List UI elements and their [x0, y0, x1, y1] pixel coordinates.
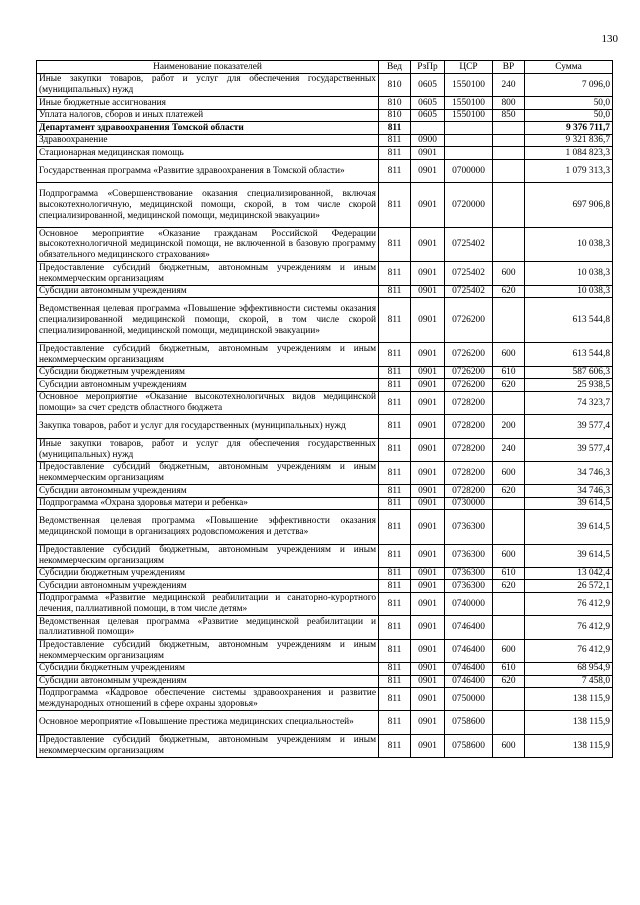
cell-csr — [445, 147, 493, 160]
cell-csr: 0736300 — [445, 567, 493, 580]
cell-name: Подпрограмма «Развитие медицинской реабилитации и санаторно-курортного лечения, паллиативной помощи, в том числе детям» — [37, 592, 379, 615]
cell-name: Основное мероприятие «Оказание гражданам Российской Федерации высокотехнологичной медицинской помощи, не включенной в базовую программу обязательного медицинского страхования» — [37, 228, 379, 262]
cell-name: Подпрограмма «Совершенствование оказания специализированной, включая высокотехнологичную, медицинской помощи, скорой, в том числе скорой специализированной, медицинской помощи, медицинской эвакуации» — [37, 183, 379, 228]
table-row — [37, 544, 613, 567]
cell-name: Закупка товаров, работ и услуг для государственных (муниципальных) нужд — [37, 415, 379, 438]
cell-csr: 1550100 — [445, 97, 493, 110]
table-row — [37, 122, 613, 135]
header-rzpr: РзПр — [411, 61, 445, 74]
cell-ved: 811 — [379, 298, 411, 343]
cell-ved: 811 — [379, 567, 411, 580]
cell-csr: 0728200 — [445, 391, 493, 414]
cell-sum: 138 115,9 — [525, 711, 613, 734]
table-row — [37, 298, 613, 343]
cell-sum: 39 577,4 — [525, 415, 613, 438]
cell-vr: 620 — [493, 675, 525, 688]
cell-rzpr: 0901 — [411, 438, 445, 461]
header-name: Наименование показателей — [37, 61, 379, 74]
cell-name: Субсидии автономным учреждениям — [37, 285, 379, 298]
cell-ved: 811 — [379, 438, 411, 461]
cell-ved: 811 — [379, 592, 411, 615]
table-row — [37, 510, 613, 544]
cell-vr: 620 — [493, 580, 525, 593]
cell-rzpr: 0901 — [411, 580, 445, 593]
cell-csr: 0700000 — [445, 159, 493, 182]
cell-vr — [493, 592, 525, 615]
cell-vr — [493, 510, 525, 544]
cell-sum: 10 038,3 — [525, 262, 613, 285]
cell-name: Субсидии бюджетным учреждениям — [37, 366, 379, 379]
table-row — [37, 366, 613, 379]
cell-sum: 13 042,4 — [525, 567, 613, 580]
cell-vr: 600 — [493, 461, 525, 484]
cell-vr: 240 — [493, 438, 525, 461]
table-row — [37, 159, 613, 182]
cell-sum: 39 614,5 — [525, 510, 613, 544]
cell-ved: 811 — [379, 343, 411, 366]
table-row — [37, 147, 613, 160]
cell-name: Субсидии бюджетным учреждениям — [37, 663, 379, 676]
cell-rzpr: 0901 — [411, 663, 445, 676]
cell-rzpr: 0901 — [411, 183, 445, 228]
cell-ved: 811 — [379, 616, 411, 639]
cell-sum: 74 323,7 — [525, 391, 613, 414]
cell-ved: 811 — [379, 461, 411, 484]
table-row — [37, 592, 613, 615]
cell-sum: 39 614,5 — [525, 544, 613, 567]
header-vr: ВР — [493, 61, 525, 74]
cell-sum: 10 038,3 — [525, 228, 613, 262]
cell-rzpr: 0901 — [411, 415, 445, 438]
table-row — [37, 663, 613, 676]
cell-csr: 0728200 — [445, 438, 493, 461]
cell-name: Уплата налогов, сборов и иных платежей — [37, 109, 379, 122]
table-row — [37, 415, 613, 438]
cell-csr: 0728200 — [445, 415, 493, 438]
cell-vr — [493, 147, 525, 160]
cell-rzpr: 0901 — [411, 391, 445, 414]
cell-ved: 810 — [379, 109, 411, 122]
cell-name: Ведомственная целевая программа «Повышение эффективности оказания медицинской помощи в организациях родовспоможения и детства» — [37, 510, 379, 544]
table-row — [37, 639, 613, 662]
cell-ved: 811 — [379, 485, 411, 498]
table-row — [37, 97, 613, 110]
cell-csr: 0725402 — [445, 285, 493, 298]
cell-vr — [493, 391, 525, 414]
cell-rzpr: 0901 — [411, 343, 445, 366]
table-row — [37, 461, 613, 484]
cell-sum: 697 906,8 — [525, 183, 613, 228]
cell-rzpr: 0901 — [411, 711, 445, 734]
cell-rzpr: 0901 — [411, 497, 445, 510]
cell-ved: 811 — [379, 510, 411, 544]
table-row — [37, 134, 613, 147]
cell-sum: 34 746,3 — [525, 461, 613, 484]
cell-rzpr: 0901 — [411, 228, 445, 262]
cell-csr — [445, 134, 493, 147]
cell-name: Субсидии автономным учреждениям — [37, 675, 379, 688]
cell-rzpr: 0901 — [411, 675, 445, 688]
page-number: 130 — [601, 33, 618, 45]
table-row — [37, 497, 613, 510]
cell-csr: 0736300 — [445, 510, 493, 544]
cell-sum: 26 572,1 — [525, 580, 613, 593]
cell-ved: 811 — [379, 147, 411, 160]
cell-rzpr: 0901 — [411, 461, 445, 484]
cell-sum: 76 412,9 — [525, 616, 613, 639]
table-row — [37, 580, 613, 593]
cell-vr: 200 — [493, 415, 525, 438]
cell-sum: 76 412,9 — [525, 592, 613, 615]
table-row — [37, 391, 613, 414]
cell-csr: 1550100 — [445, 74, 493, 97]
cell-ved: 811 — [379, 688, 411, 711]
cell-vr — [493, 159, 525, 182]
table-row — [37, 675, 613, 688]
cell-rzpr: 0605 — [411, 74, 445, 97]
cell-rzpr: 0901 — [411, 567, 445, 580]
table-row — [37, 343, 613, 366]
cell-vr — [493, 183, 525, 228]
cell-rzpr: 0901 — [411, 639, 445, 662]
cell-ved: 811 — [379, 379, 411, 392]
cell-rzpr: 0901 — [411, 544, 445, 567]
cell-rzpr: 0901 — [411, 616, 445, 639]
cell-vr — [493, 616, 525, 639]
cell-vr — [493, 497, 525, 510]
cell-csr: 0728200 — [445, 485, 493, 498]
cell-rzpr: 0901 — [411, 298, 445, 343]
table-body — [37, 74, 613, 758]
cell-sum: 7 096,0 — [525, 74, 613, 97]
cell-sum: 9 321 836,7 — [525, 134, 613, 147]
cell-vr: 620 — [493, 285, 525, 298]
cell-ved: 811 — [379, 415, 411, 438]
table-row — [37, 711, 613, 734]
cell-rzpr: 0901 — [411, 734, 445, 757]
cell-csr: 0720000 — [445, 183, 493, 228]
table-row — [37, 183, 613, 228]
cell-name: Подпрограмма «Охрана здоровья матери и ребенка» — [37, 497, 379, 510]
cell-name: Иные закупки товаров, работ и услуг для обеспечения государственных (муниципальных) нужд — [37, 438, 379, 461]
cell-csr: 0726200 — [445, 366, 493, 379]
cell-csr: 0726200 — [445, 298, 493, 343]
cell-rzpr: 0605 — [411, 97, 445, 110]
cell-sum: 138 115,9 — [525, 688, 613, 711]
cell-sum: 76 412,9 — [525, 639, 613, 662]
cell-rzpr: 0901 — [411, 688, 445, 711]
cell-vr: 620 — [493, 485, 525, 498]
cell-sum: 39 614,5 — [525, 497, 613, 510]
cell-name: Иные бюджетные ассигнования — [37, 97, 379, 110]
cell-rzpr: 0901 — [411, 485, 445, 498]
cell-csr: 0730000 — [445, 497, 493, 510]
cell-name: Основное мероприятие «Повышение престижа медицинских специальностей» — [37, 711, 379, 734]
cell-rzpr: 0901 — [411, 366, 445, 379]
cell-vr: 610 — [493, 567, 525, 580]
table-row — [37, 379, 613, 392]
cell-rzpr: 0900 — [411, 134, 445, 147]
cell-rzpr: 0901 — [411, 262, 445, 285]
header-ved: Вед — [379, 61, 411, 74]
cell-rzpr: 0605 — [411, 109, 445, 122]
cell-vr — [493, 298, 525, 343]
cell-sum: 9 376 711,7 — [525, 122, 613, 135]
cell-ved: 811 — [379, 639, 411, 662]
cell-name: Стационарная медицинская помощь — [37, 147, 379, 160]
cell-name: Предоставление субсидий бюджетным, автономным учреждениям и иным некоммерческим организациям — [37, 262, 379, 285]
table-header-row — [37, 61, 613, 74]
table-row — [37, 74, 613, 97]
table-row — [37, 228, 613, 262]
cell-vr: 600 — [493, 734, 525, 757]
table-row — [37, 567, 613, 580]
cell-rzpr: 0901 — [411, 159, 445, 182]
cell-sum: 587 606,3 — [525, 366, 613, 379]
cell-csr: 0740000 — [445, 592, 493, 615]
cell-vr: 850 — [493, 109, 525, 122]
cell-name: Субсидии автономным учреждениям — [37, 485, 379, 498]
table-row — [37, 109, 613, 122]
cell-name: Иные закупки товаров, работ и услуг для обеспечения государственных (муниципальных) нужд — [37, 74, 379, 97]
cell-name: Субсидии автономным учреждениям — [37, 379, 379, 392]
cell-ved: 811 — [379, 663, 411, 676]
cell-csr: 0728200 — [445, 461, 493, 484]
cell-sum: 50,0 — [525, 109, 613, 122]
cell-name: Основное мероприятие «Оказание высокотехнологичных видов медицинской помощи» за счет средств областного бюджета — [37, 391, 379, 414]
cell-csr: 0726200 — [445, 379, 493, 392]
cell-name: Департамент здравоохранения Томской области — [37, 122, 379, 135]
table-row — [37, 262, 613, 285]
table-row — [37, 285, 613, 298]
cell-sum: 1 079 313,3 — [525, 159, 613, 182]
cell-vr — [493, 711, 525, 734]
cell-csr: 0725402 — [445, 262, 493, 285]
cell-name: Подпрограмма «Кадровое обеспечение системы здравоохранения и развитие международных отношений в сфере охраны здоровья» — [37, 688, 379, 711]
cell-ved: 811 — [379, 285, 411, 298]
cell-name: Предоставление субсидий бюджетным, автономным учреждениям и иным некоммерческим организациям — [37, 461, 379, 484]
cell-name: Ведомственная целевая программа «Повышение эффективности системы оказания специализированной медицинской помощи, скорой, в том числе скорой специализированной, медицинской помощи, медицинской эвакуации» — [37, 298, 379, 343]
cell-name: Государственная программа «Развитие здравоохранения в Томской области» — [37, 159, 379, 182]
cell-rzpr — [411, 122, 445, 135]
cell-vr: 240 — [493, 74, 525, 97]
cell-csr: 0746400 — [445, 616, 493, 639]
cell-ved: 810 — [379, 74, 411, 97]
table-row — [37, 734, 613, 757]
cell-vr: 600 — [493, 639, 525, 662]
cell-ved: 811 — [379, 391, 411, 414]
cell-ved: 811 — [379, 183, 411, 228]
cell-vr — [493, 688, 525, 711]
cell-rzpr: 0901 — [411, 592, 445, 615]
cell-ved: 811 — [379, 734, 411, 757]
table-row — [37, 485, 613, 498]
cell-ved: 810 — [379, 97, 411, 110]
cell-ved: 811 — [379, 122, 411, 135]
cell-sum: 39 577,4 — [525, 438, 613, 461]
cell-sum: 68 954,9 — [525, 663, 613, 676]
cell-csr: 0725402 — [445, 228, 493, 262]
cell-rzpr: 0901 — [411, 510, 445, 544]
cell-ved: 811 — [379, 134, 411, 147]
cell-vr: 600 — [493, 544, 525, 567]
cell-name: Ведомственная целевая программа «Развитие медицинской реабилитации и паллиативной помощи» — [37, 616, 379, 639]
cell-ved: 811 — [379, 262, 411, 285]
cell-sum: 1 084 823,3 — [525, 147, 613, 160]
cell-rzpr: 0901 — [411, 285, 445, 298]
cell-ved: 811 — [379, 366, 411, 379]
cell-csr: 1550100 — [445, 109, 493, 122]
cell-rzpr: 0901 — [411, 147, 445, 160]
cell-vr: 600 — [493, 262, 525, 285]
cell-csr: 0736300 — [445, 580, 493, 593]
cell-ved: 811 — [379, 228, 411, 262]
cell-name: Предоставление субсидий бюджетным, автономным учреждениям и иным некоммерческим организациям — [37, 544, 379, 567]
cell-sum: 25 938,5 — [525, 379, 613, 392]
cell-name: Предоставление субсидий бюджетным, автономным учреждениям и иным некоммерческим организациям — [37, 639, 379, 662]
cell-sum: 34 746,3 — [525, 485, 613, 498]
cell-csr: 0758600 — [445, 711, 493, 734]
cell-name: Предоставление субсидий бюджетным, автономным учреждениям и иным некоммерческим организациям — [37, 343, 379, 366]
cell-vr: 620 — [493, 379, 525, 392]
cell-rzpr: 0901 — [411, 379, 445, 392]
cell-vr — [493, 134, 525, 147]
cell-sum: 7 458,0 — [525, 675, 613, 688]
table-row — [37, 688, 613, 711]
cell-ved: 811 — [379, 675, 411, 688]
budget-table — [36, 60, 613, 758]
cell-ved: 811 — [379, 580, 411, 593]
cell-csr: 0750000 — [445, 688, 493, 711]
cell-ved: 811 — [379, 159, 411, 182]
cell-sum: 50,0 — [525, 97, 613, 110]
cell-name: Субсидии автономным учреждениям — [37, 580, 379, 593]
cell-vr — [493, 228, 525, 262]
cell-csr: 0746400 — [445, 639, 493, 662]
cell-csr — [445, 122, 493, 135]
cell-csr: 0726200 — [445, 343, 493, 366]
cell-name: Субсидии бюджетным учреждениям — [37, 567, 379, 580]
cell-sum: 613 544,8 — [525, 298, 613, 343]
table-row — [37, 438, 613, 461]
cell-vr — [493, 122, 525, 135]
cell-csr: 0746400 — [445, 663, 493, 676]
cell-ved: 811 — [379, 544, 411, 567]
cell-name: Здравоохранение — [37, 134, 379, 147]
cell-vr: 800 — [493, 97, 525, 110]
cell-csr: 0746400 — [445, 675, 493, 688]
cell-vr: 610 — [493, 366, 525, 379]
cell-ved: 811 — [379, 711, 411, 734]
header-sum: Сумма — [525, 61, 613, 74]
cell-sum: 138 115,9 — [525, 734, 613, 757]
header-csr: ЦСР — [445, 61, 493, 74]
cell-sum: 10 038,3 — [525, 285, 613, 298]
cell-sum: 613 544,8 — [525, 343, 613, 366]
table-row — [37, 616, 613, 639]
cell-csr: 0736300 — [445, 544, 493, 567]
cell-vr: 600 — [493, 343, 525, 366]
cell-name: Предоставление субсидий бюджетным, автономным учреждениям и иным некоммерческим организациям — [37, 734, 379, 757]
cell-csr: 0758600 — [445, 734, 493, 757]
cell-vr: 610 — [493, 663, 525, 676]
cell-ved: 811 — [379, 497, 411, 510]
